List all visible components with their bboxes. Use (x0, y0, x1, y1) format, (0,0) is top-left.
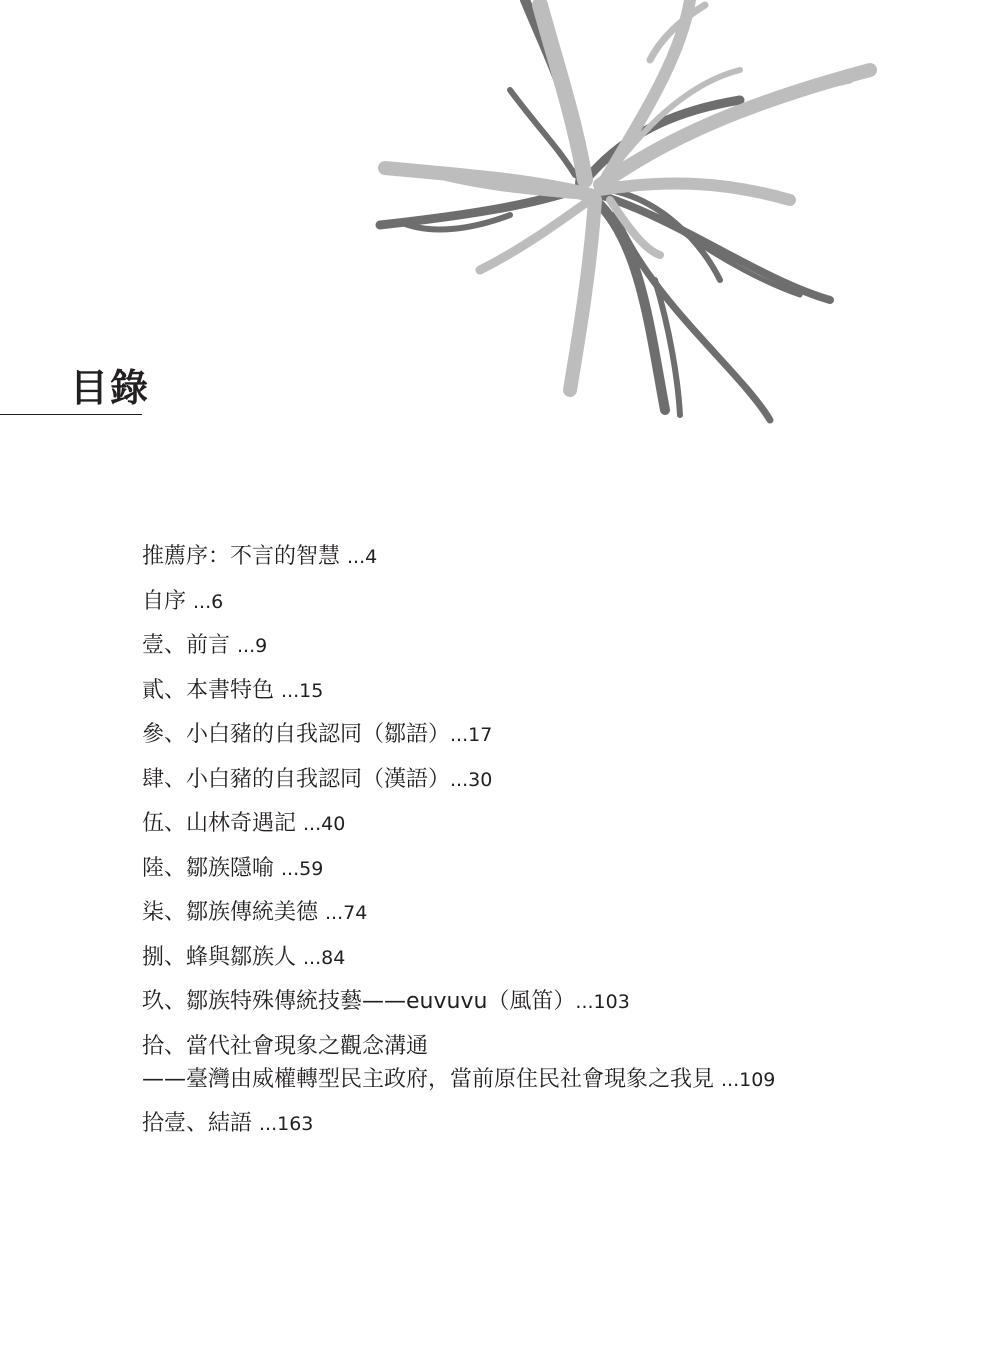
toc-entry[interactable] (142, 758, 775, 803)
dark-leaves (380, 0, 830, 420)
toc-entry-title: 陸、鄒族隱喻 (142, 855, 275, 881)
toc-entry-title: 柒、鄒族傳統美德 (142, 900, 319, 925)
toc-entry[interactable] (142, 535, 775, 580)
toc-entry-page: ...6 (193, 590, 224, 613)
toc-entry[interactable] (142, 669, 775, 714)
toc-entry[interactable] (142, 1025, 775, 1102)
toc-entry-title: 自序 (142, 588, 187, 614)
toc-entry[interactable] (142, 713, 775, 758)
page-title: 目錄 (70, 365, 151, 410)
toc-entry-title: 捌、蜂與鄒族人 (142, 944, 297, 970)
toc-entry-page: ...17 (450, 724, 493, 746)
toc-entry[interactable] (142, 624, 775, 669)
toc-entry-page: ...109 (721, 1068, 776, 1091)
toc-entry-page: ...30 (450, 768, 493, 791)
toc-entry-title: 伍、山林奇遇記 (142, 811, 297, 836)
toc-entry-title: 拾、當代社會現象之觀念溝通 (142, 1033, 429, 1059)
toc-entry[interactable] (142, 1102, 775, 1147)
toc-entry-title: 貳、本書特色 (142, 677, 275, 703)
toc-entry-page: ...74 (325, 902, 368, 924)
toc-entry-title: 壹、前言 (142, 633, 231, 658)
toc-entry[interactable] (142, 580, 775, 625)
toc-entry[interactable] (142, 891, 775, 936)
toc-entry-subtitle: ——臺灣由威權轉型民主政府，當前原住民社會現象之我見 (142, 1066, 715, 1092)
toc-entry-title: 玖、鄒族特殊傳統技藝——euvuvu（風笛） (142, 989, 576, 1014)
toc-entry-title: 拾壹、結語 (142, 1110, 253, 1136)
toc-entry-page: ...163 (259, 1112, 314, 1135)
toc-entry[interactable] (142, 980, 775, 1025)
toc-entry-title: 推薦序：不言的智慧 (142, 544, 341, 569)
toc-entry-page: ...15 (281, 679, 324, 702)
toc-entry-page: ...40 (303, 813, 346, 835)
toc-entry-page: ...84 (303, 946, 346, 969)
title-underline (0, 414, 142, 415)
plant-leaves-icon (360, 0, 900, 440)
toc-entry-page: ...4 (347, 546, 378, 568)
toc-entry-page: ...9 (237, 635, 268, 657)
toc-entry-title: 參、小白豬的自我認同（鄒語） (142, 722, 451, 747)
toc-entry-page: ...103 (575, 991, 630, 1013)
toc-entry[interactable] (142, 802, 775, 847)
toc-entry-title: 肆、小白豬的自我認同（漢語） (142, 766, 451, 792)
toc-entry[interactable] (142, 936, 775, 981)
toc-entry[interactable] (142, 847, 775, 892)
toc-entry-page: ...59 (281, 857, 324, 880)
table-of-contents (142, 535, 775, 1146)
